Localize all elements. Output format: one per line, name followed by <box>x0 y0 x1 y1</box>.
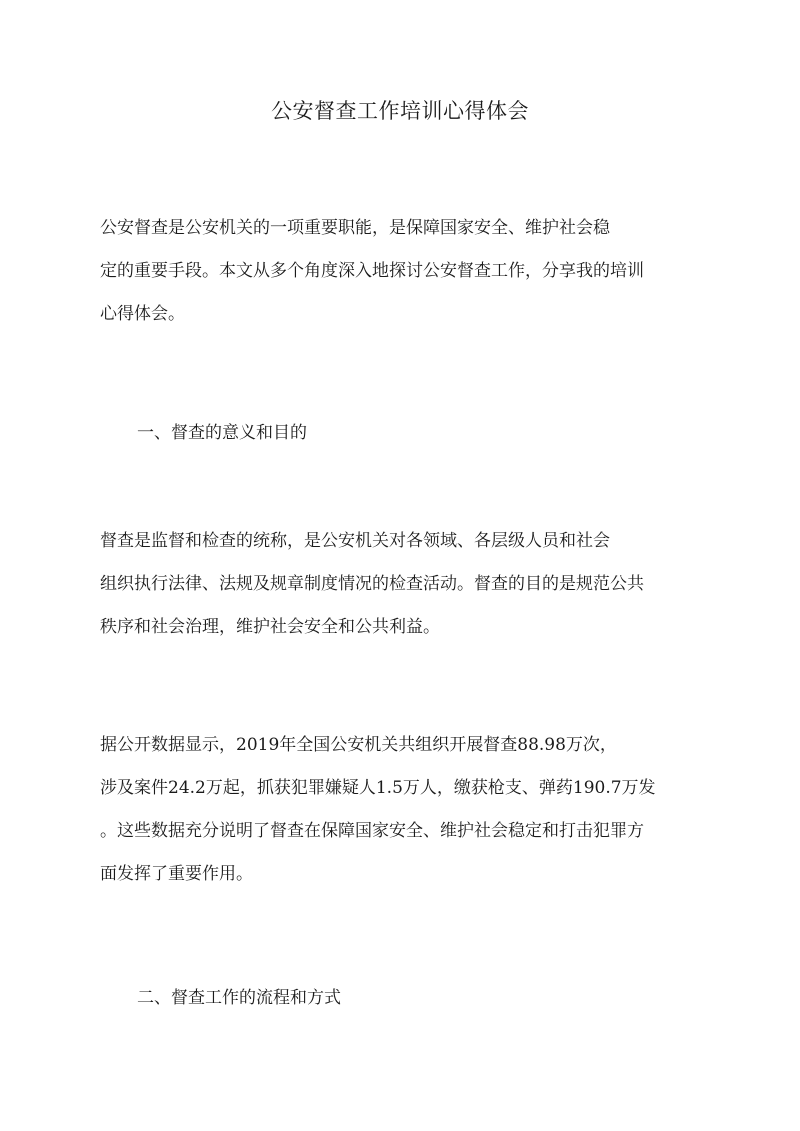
section1-paragraph-1 <box>100 520 710 649</box>
paragraph-line: 据公开数据显示，2019年全国公安机关共组织开展督查88.98万次， <box>100 735 617 755</box>
intro-line: 心得体会。 <box>100 304 185 324</box>
section1-heading: 一、督查的意义和目的 <box>137 423 307 443</box>
paragraph-line: 涉及案件24.2万起，抓获犯罪嫌疑人1.5万人，缴获枪支、弹药190.7万发 <box>100 778 656 798</box>
intro-paragraph <box>100 207 710 336</box>
paragraph-line: 组织执行法律、法规及规章制度情况的检查活动。督查的目的是规范公共 <box>100 574 644 594</box>
document-title: 公安督查工作培训心得体会 <box>271 99 529 123</box>
paragraph-line: 面发挥了重要作用。 <box>100 864 253 884</box>
section2-heading: 二、督查工作的流程和方式 <box>137 988 341 1008</box>
intro-line: 公安督查是公安机关的一项重要职能，是保障国家安全、维护社会稳 <box>100 218 610 238</box>
paragraph-line: 。这些数据充分说明了督查在保障国家安全、维护社会稳定和打击犯罪方 <box>100 821 644 841</box>
paragraph-line: 秩序和社会治理，维护社会安全和公共利益。 <box>100 617 440 637</box>
section1-paragraph-2 <box>100 724 710 896</box>
intro-line: 定的重要手段。本文从多个角度深入地探讨公安督查工作，分享我的培训 <box>100 261 644 281</box>
paragraph-line: 督查是监督和检查的统称，是公安机关对各领域、各层级人员和社会 <box>100 531 610 551</box>
